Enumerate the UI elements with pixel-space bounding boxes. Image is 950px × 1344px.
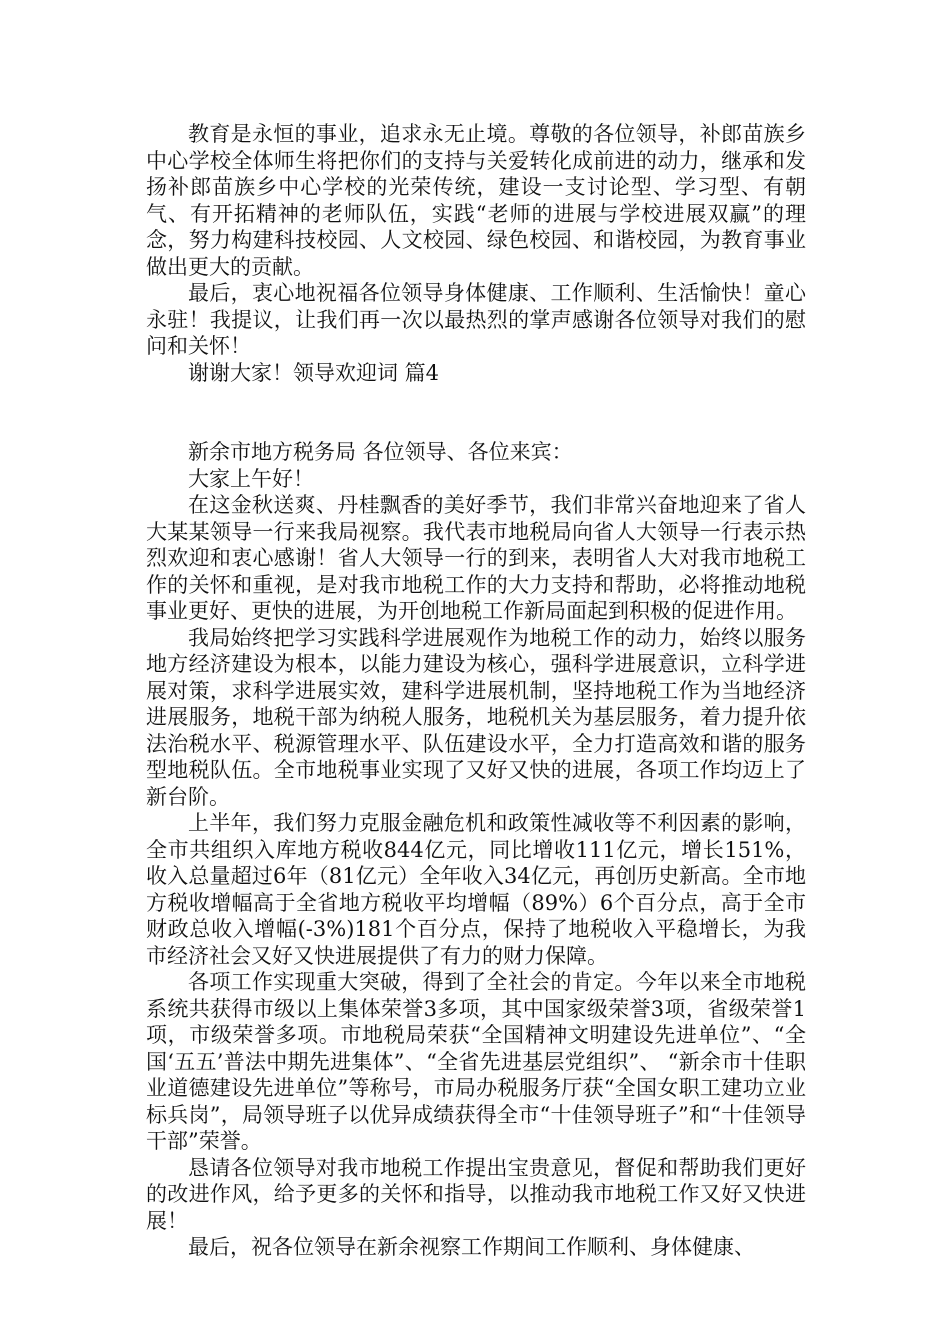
paragraph-education: 教育是永恒的事业，追求永无止境。尊敬的各位领导，补郎苗族乡中心学校全体师生将把你们的支持与关爱转化成前进的动力，继承和发扬补郎苗族乡中心学校的光荣传统，建设一支讨论型、学习型、有朝气、有开拓精神的老师队伍，实践“老师的进展与学校进展双赢”的理念，努力构建科技校园、人文校园、绿色校园、和谐校园，为教育事业做出更大的贡献。 <box>146 122 806 279</box>
document-page <box>146 121 806 1261</box>
paragraph-revenue: 上半年，我们努力克服金融危机和政策性减收等不利因素的影响，全市共组织入库地方税收844亿元，同比增收111亿元，增长151%，收入总量超过6年（81亿元）全年收入34亿元，再创历史新高。全市地方税收增幅高于全省地方税收平均增幅（89%）6个百分点，高于全市财政总收入增幅(-3%)181个百分点，保持了地税收入平稳增长，为我市经济社会又好又快进展提供了有力的财力保障。 <box>146 811 806 968</box>
paragraph-final-wishes: 最后，祝各位领导在新余视察工作期间工作顺利、身体健康、 <box>188 1235 755 1259</box>
section-gap <box>146 386 806 439</box>
paragraph-addressee: 新余市地方税务局 各位领导、各位来宾： <box>188 440 573 464</box>
paragraph-request: 恳请各位领导对我市地税工作提出宝贵意见，督促和帮助我们更好的改进作风，给予更多的关怀和指导，以推动我市地税工作又好又快进展！ <box>146 1155 806 1233</box>
paragraph-welcome: 在这金秋送爽、丹桂飘香的美好季节，我们非常兴奋地迎来了省人大某某领导一行来我局视察。我代表市地税局向省人大领导一行表示热烈欢迎和衷心感谢！省人大领导一行的到来，表明省人大对我市地税工作的关怀和重视，是对我市地税工作的大力支持和帮助，必将推动地税事业更好、更快的进展，为开创地税工作新局面起到积极的促进作用。 <box>146 493 806 623</box>
paragraph-greeting: 大家上午好！ <box>188 466 314 491</box>
paragraph-thanks-heading: 谢谢大家！领导欢迎词 篇4 <box>188 360 440 385</box>
paragraph-approach: 我局始终把学习实践科学进展观作为地税工作的动力，始终以服务地方经济建设为根本，以能力建设为核心，强科学进展意识，立科学进展对策，求科学进展实效，建科学进展机制，坚持地税工作为当地经济进展服务，地税干部为纳税人服务，地税机关为基层服务，着力提升依法治税水平、税源管理水平、队伍建设水平，全力打造高效和谐的服务型地税队伍。全市地税事业实现了又好又快的进展，各项工作均迈上了新台阶。 <box>146 625 806 809</box>
paragraph-closing-wishes: 最后，衷心地祝福各位领导身体健康、工作顺利、生活愉快！童心永驻！我提议，让我们再一次以最热烈的掌声感谢各位领导对我们的慰问和关怀！ <box>146 281 806 358</box>
paragraph-honors: 各项工作实现重大突破，得到了全社会的肯定。今年以来全市地税系统共获得市级以上集体荣誉3多项，其中国家级荣誉3项，省级荣誉1项，市级荣誉多项。市地税局荣获“全国精神文明建设先进单位”、“全国‘五五’普法中期先进集体”、“全省先进基层党组织”、 “新余市十佳职业道德建设先进单位”等称号，市局办税服务厅获“全国女职工建功立业标兵岗”，局领导班子以优异成绩获得全市“十佳领导班子”和“十佳领导干部”荣誉。 <box>146 970 806 1153</box>
